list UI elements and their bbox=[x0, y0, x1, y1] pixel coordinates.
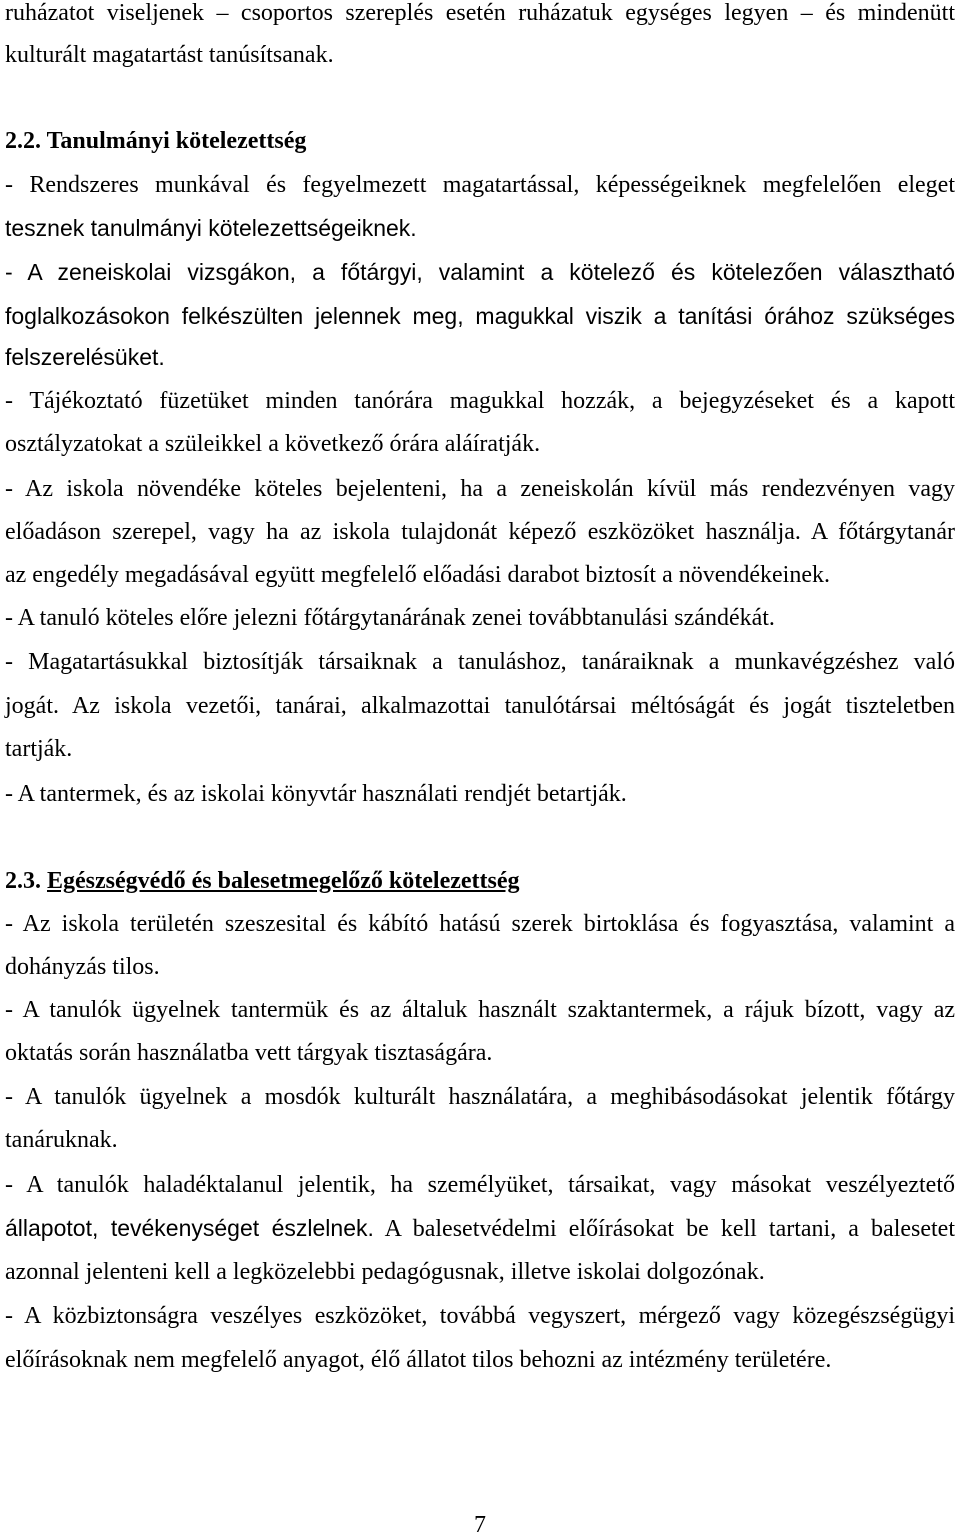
paragraph-line: dohányzás tilos. bbox=[5, 954, 160, 980]
paragraph-line: - Az iskola növendéke köteles bejelenteni, ha a zeneiskolán kívül más rendezvényen vagy bbox=[5, 476, 955, 502]
paragraph-line: - Magatartásukkal biztosítják társaiknak a tanuláshoz, tanáraiknak a munkavégzéshez való bbox=[5, 649, 955, 675]
paragraph-line: felszerelésüket. bbox=[5, 344, 165, 370]
paragraph-line: oktatás során használatba vett tárgyak tisztaságára. bbox=[5, 1040, 493, 1066]
section-heading-2-2 bbox=[5, 126, 955, 156]
section-number: 2.3. bbox=[5, 868, 41, 894]
page-number: 7 bbox=[474, 1512, 486, 1538]
paragraph-line: jogát. Az iskola vezetői, tanárai, alkalmazottai tanulótársai méltóságát és jogát tiszteletben bbox=[5, 693, 955, 719]
line-segment: A balesetvédelmi előírásokat be kell tartani, a balesetet bbox=[373, 1216, 955, 1242]
paragraph-line: tesznek tanulmányi kötelezettségeiknek. bbox=[5, 215, 417, 241]
paragraph-line: előadáson szerepel, vagy ha az iskola tulajdonát képező eszközöket használja. A főtárgytanár bbox=[5, 519, 955, 545]
paragraph-line: tartják. bbox=[5, 736, 73, 762]
paragraph-line: foglalkozásokon felkészülten jelennek meg, magukkal viszik a tanítási órához szükséges bbox=[5, 303, 955, 329]
paragraph-line: - Tájékoztató füzetüket minden tanórára magukkal hozzák, a bejegyzéseket és a kapott bbox=[5, 388, 955, 414]
paragraph-line: - A tanulók ügyelnek a mosdók kulturált használatára, a meghibásodásokat jelentik főtárgy bbox=[5, 1084, 955, 1110]
paragraph-line: - A közbiztonságra veszélyes eszközöket, továbbá vegyszert, mérgező vagy közegészségügyi bbox=[5, 1303, 955, 1329]
paragraph-line: az engedély megadásával együtt megfelelő előadási darabot biztosít a növendékeinek. bbox=[5, 562, 830, 588]
paragraph-line: - A tanulók haladéktalanul jelentik, ha személyüket, társaikat, vagy másokat veszélyeztető bbox=[5, 1172, 955, 1198]
paragraph-line: - A tanuló köteles előre jelezni főtárgytanárának zenei továbbtanulási szándékát. bbox=[5, 605, 775, 631]
section-number: 2.2. bbox=[5, 128, 41, 154]
section-title: Tanulmányi kötelezettség bbox=[46, 128, 307, 154]
paragraph-line: ruházatot viseljenek – csoportos szereplés esetén ruházatuk egységes legyen – és mindenütt bbox=[5, 0, 955, 26]
paragraph-line: - A zeneiskolai vizsgákon, a főtárgyi, valamint a kötelező és kötelezően választható bbox=[5, 259, 955, 285]
paragraph-line: előírásoknak nem megfelelő anyagot, élő állatot tilos behozni az intézmény területére. bbox=[5, 1347, 832, 1373]
paragraph-line: osztályzatokat a szüleikkel a következő órára aláíratják. bbox=[5, 431, 541, 457]
line-segment: állapotot, tevékenységet észlelnek. bbox=[5, 1215, 374, 1241]
paragraph-line: tanáruknak. bbox=[5, 1127, 118, 1153]
paragraph-line bbox=[5, 1213, 955, 1243]
paragraph-line: - A tantermek, és az iskolai könyvtár használati rendjét betartják. bbox=[5, 781, 627, 807]
paragraph-line: kulturált magatartást tanúsítsanak. bbox=[5, 42, 334, 68]
paragraph-line: - Az iskola területén szeszesital és kábító hatású szerek birtoklása és fogyasztása, valamint a bbox=[5, 911, 955, 937]
paragraph-line: - A tanulók ügyelnek tantermük és az általuk használt szaktantermek, a rájuk bízott, vagy az bbox=[5, 997, 955, 1023]
section-title: Egészségvédő és balesetmegelőző kötelezettség bbox=[47, 868, 520, 894]
paragraph-line: azonnal jelenteni kell a legközelebbi pedagógusnak, illetve iskolai dolgozónak. bbox=[5, 1259, 765, 1285]
section-heading-2-3 bbox=[5, 866, 955, 896]
paragraph-line: - Rendszeres munkával és fegyelmezett magatartással, képességeiknek megfelelően eleget bbox=[5, 172, 955, 198]
